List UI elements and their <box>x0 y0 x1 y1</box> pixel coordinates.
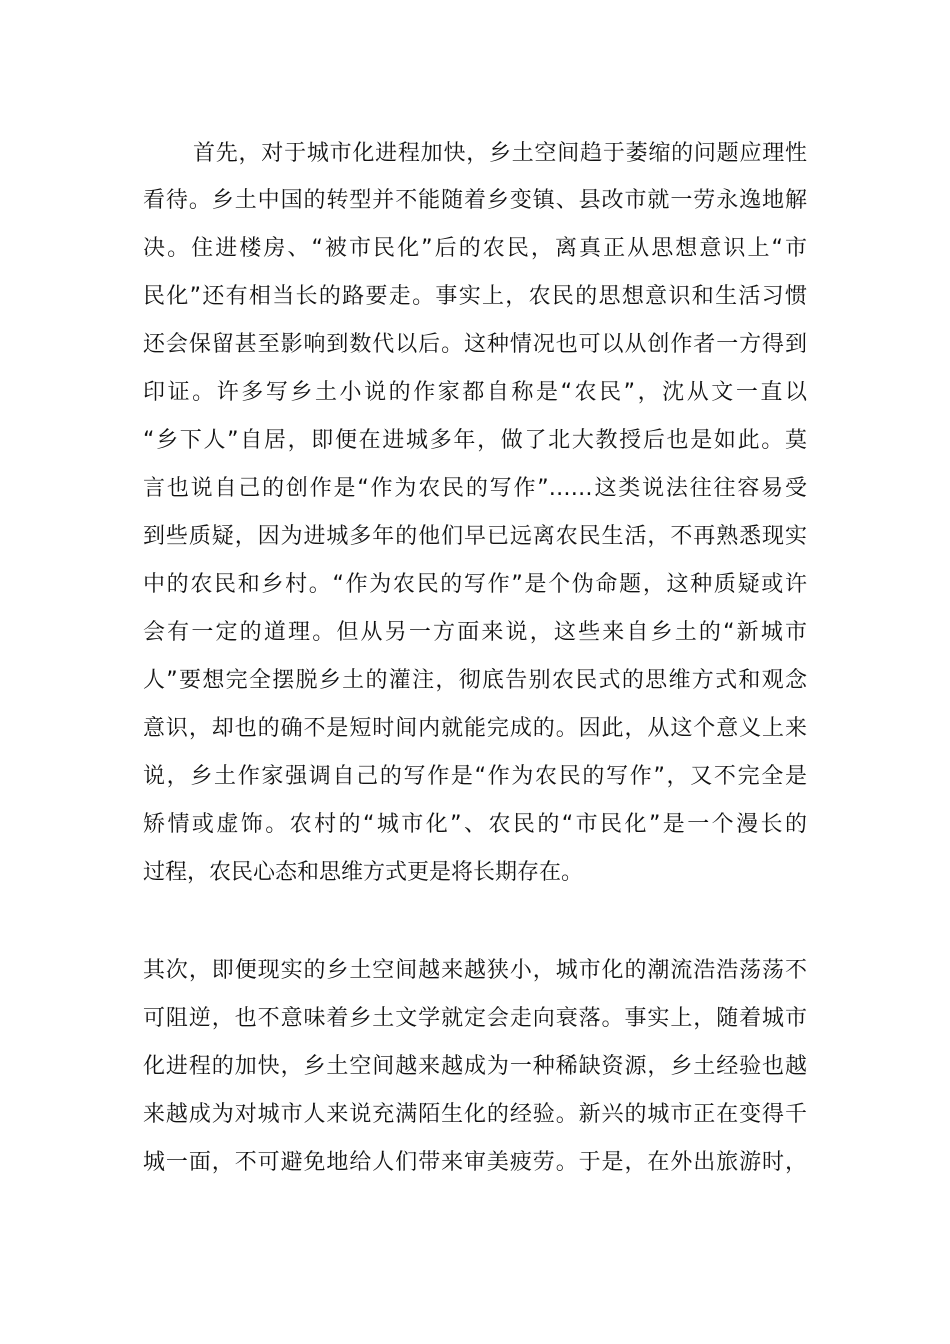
paragraph-2-line-2: 可阻逆，也不意味着乡土文学就定会走向衰落。事实上，随着城市 <box>143 1006 807 1031</box>
paragraph-2-line-3: 化进程的加快，乡土空间越来越成为一种稀缺资源，乡土经验也越 <box>143 1054 807 1079</box>
paragraph-1-line-10: 中的农民和乡村。“作为农民的写作”是个伪命题，这种质疑或许 <box>143 572 807 597</box>
paragraph-2-line-5: 城一面，不可避免地给人们带来审美疲劳。于是，在外出旅游时， <box>143 1150 807 1175</box>
paragraph-1-line-15: 矫情或虚饰。农村的“城市化”、农民的“市民化”是一个漫长的 <box>143 812 807 837</box>
paragraph-1-line-4: 民化”还有相当长的路要走。事实上，农民的思想意识和生活习惯 <box>143 284 807 309</box>
paragraph-1-line-2: 看待。乡土中国的转型并不能随着乡变镇、县改市就一劳永逸地解 <box>143 188 807 213</box>
paragraph-1-line-1: 首先，对于城市化进程加快，乡土空间趋于萎缩的问题应理性 <box>193 141 807 166</box>
paragraph-1-line-12: 人”要想完全摆脱乡土的灌注，彻底告别农民式的思维方式和观念 <box>143 668 807 693</box>
paragraph-2-line-4: 来越成为对城市人来说充满陌生化的经验。新兴的城市正在变得千 <box>143 1102 807 1127</box>
paragraph-1-line-3: 决。住进楼房、“被市民化”后的农民，离真正从思想意识上“市 <box>143 236 807 261</box>
paragraph-1-line-7: “乡下人”自居，即便在进城多年，做了北大教授后也是如此。莫 <box>143 428 807 453</box>
paragraph-1-line-16: 过程，农民心态和思维方式更是将长期存在。 <box>143 860 584 885</box>
paragraph-1-line-6: 印证。许多写乡土小说的作家都自称是“农民”，沈从文一直以 <box>143 380 808 405</box>
paragraph-1-line-9: 到些质疑，因为进城多年的他们早已远离农民生活，不再熟悉现实 <box>143 524 807 549</box>
paragraph-1-line-5: 还会保留甚至影响到数代以后。这种情况也可以从创作者一方得到 <box>143 332 807 357</box>
paragraph-2-line-1: 其次，即便现实的乡土空间越来越狭小，城市化的潮流浩浩荡荡不 <box>143 958 807 983</box>
paragraph-1-line-8: 言也说自己的创作是“作为农民的写作”……这类说法往往容易受 <box>143 476 807 501</box>
paragraph-1-line-14: 说，乡土作家强调自己的写作是“作为农民的写作”，又不完全是 <box>143 764 807 789</box>
paragraph-1-line-13: 意识，却也的确不是短时间内就能完成的。因此，从这个意义上来 <box>143 716 807 741</box>
paragraph-1-line-11: 会有一定的道理。但从另一方面来说，这些来自乡土的“新城市 <box>143 620 807 645</box>
